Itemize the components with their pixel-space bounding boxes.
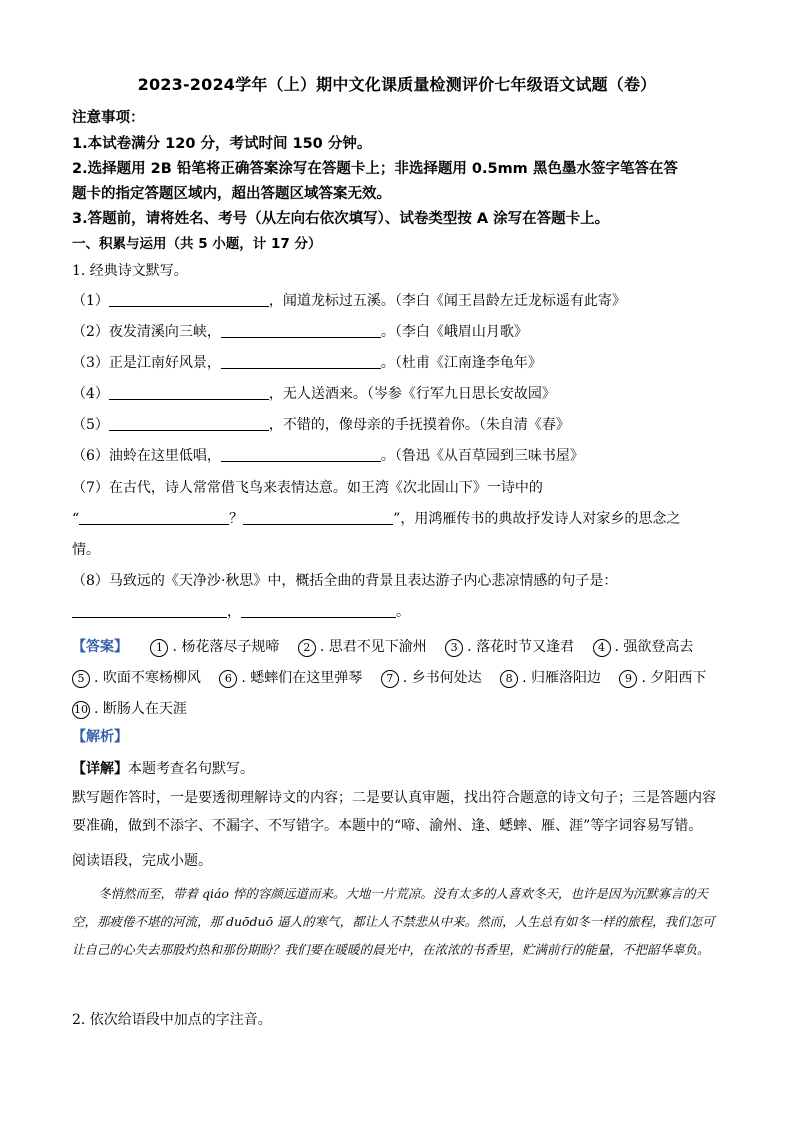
q1-item-2: （2）夜发清溪向三峡， 。（李白《峨眉山月歌》 bbox=[72, 324, 528, 340]
q1-item-7: （7）在古代，诗人常常借飞鸟来表情达意。如王湾《次北固山下》一诗中的 bbox=[72, 480, 543, 496]
answer-blank[interactable] bbox=[243, 510, 393, 525]
notice-2: 2.选择题用 2B 铅笔将正确答案涂写在答题卡上；非选择题用 0.5mm 黑色墨水签字笔答在答 bbox=[72, 161, 678, 177]
answer-item: 4 . 强欲登高去 bbox=[593, 639, 694, 655]
answer-blank[interactable] bbox=[221, 354, 381, 369]
detail-line: 【详解】本题考查名句默写。 bbox=[72, 761, 254, 777]
q1-item-7-blanks: “ ？ ”，用鸿雁传书的典故抒发诗人对家乡的思念之 bbox=[72, 511, 681, 527]
q1-stem: 1. 经典诗文默写。 bbox=[72, 263, 188, 279]
q1-item-5: （5） ，不错的，像母亲的手抚摸着你。（朱自清《春》 bbox=[72, 417, 570, 433]
answer-blank[interactable] bbox=[109, 416, 269, 431]
answer-item: 2 . 思君不见下渝州 bbox=[298, 639, 427, 655]
q2-stem: 2. 依次给语段中加点的字注音。 bbox=[72, 1012, 272, 1028]
q1-item-7-end: 情。 bbox=[72, 542, 100, 558]
notice-3: 3.答题前，请将姓名、考号（从左向右依次填写）、试卷类型按 A 涂写在答题卡上。 bbox=[72, 211, 610, 227]
answer-blank[interactable] bbox=[221, 447, 381, 462]
answer-item: 8 . 归雁洛阳边 bbox=[500, 670, 601, 686]
answer-item: 1 . 杨花落尽子规啼 bbox=[150, 639, 279, 655]
answer-blank[interactable] bbox=[221, 323, 381, 338]
analysis-paragraph: 默写题作答时，一是要透彻理解诗文的内容；二是要认真审题，找出符合题意的诗文句子；三是答题内容要准确，做到不添字、不漏字、不写错字。本题中的“啼、渝州、逢、蟋蟀、雁、涯”等字词容易写错。 bbox=[72, 790, 716, 834]
q1-item-8: （8）马致远的《天净沙·秋思》中，概括全曲的背景且表达游子内心悲凉情感的句子是： bbox=[72, 573, 618, 589]
answer-blank[interactable] bbox=[241, 603, 396, 618]
notice-1: 1.本试卷满分 120 分，考试时间 150 分钟。 bbox=[72, 136, 372, 152]
q1-item-4: （4） ，无人送酒来。（岑参《行军九日思长安故园》 bbox=[72, 386, 556, 402]
section-heading: 一、积累与运用（共 5 小题，计 17 分） bbox=[72, 236, 322, 252]
analysis-label: 【解析】 bbox=[72, 729, 128, 745]
page-title: 2023-2024学年（上）期中文化课质量检测评价七年级语文试题（卷） bbox=[137, 75, 657, 94]
notice-heading: 注意事项： bbox=[72, 110, 145, 126]
answer-item: 6 . 蟋蟀们在这里弹琴 bbox=[219, 670, 362, 686]
answer-item: 3 . 落花时节又逢君 bbox=[445, 639, 574, 655]
answer-item: 9 . 夕阳西下 bbox=[619, 670, 706, 686]
answer-blank[interactable] bbox=[79, 510, 229, 525]
answer-blank[interactable] bbox=[72, 603, 227, 618]
q1-item-1: （1） ，闻道龙标过五溪。（李白《闻王昌龄左迁龙标遥有此寄》 bbox=[72, 293, 626, 309]
answer-item: 7 . 乡书何处达 bbox=[381, 670, 482, 686]
q1-item-8-blanks: ， 。 bbox=[72, 601, 410, 621]
reading-prompt: 阅读语段，完成小题。 bbox=[72, 853, 212, 869]
q1-item-6: （6）油蛉在这里低唱， 。（鲁迅《从百草园到三味书屋》 bbox=[72, 448, 584, 464]
reading-passage: 冬悄然而至，带着 qiáo 悴的容颜远道而来。大地一片荒凉。没有太多的人喜欢冬天，也许是因为沉默寡言的天空，那疲倦不堪的河流，那 duōduō 逼人的寒气，都让人不禁悲从中来。然而，人生总有如冬一样的旅程，我们怎可让自己的心失去那股灼热和那份期盼？我们要在暖暖的晨光中，在浓浓的书香里，贮满前行的能量，不把韶华辜负。 bbox=[72, 886, 715, 957]
answer-block bbox=[72, 632, 722, 725]
answer-item: 5 . 吹面不寒杨柳风 bbox=[72, 670, 201, 686]
notice-2-cont: 题卡的指定答题区域内，超出答题区域答案无效。 bbox=[72, 186, 391, 202]
q1-item-3: （3）正是江南好风景， 。（杜甫《江南逢李龟年》 bbox=[72, 355, 542, 371]
answer-label: 【答案】 bbox=[72, 639, 128, 655]
answer-blank[interactable] bbox=[109, 385, 269, 400]
answer-blank[interactable] bbox=[109, 292, 269, 307]
answer-item: 10 . 断肠人在天涯 bbox=[74, 701, 187, 717]
